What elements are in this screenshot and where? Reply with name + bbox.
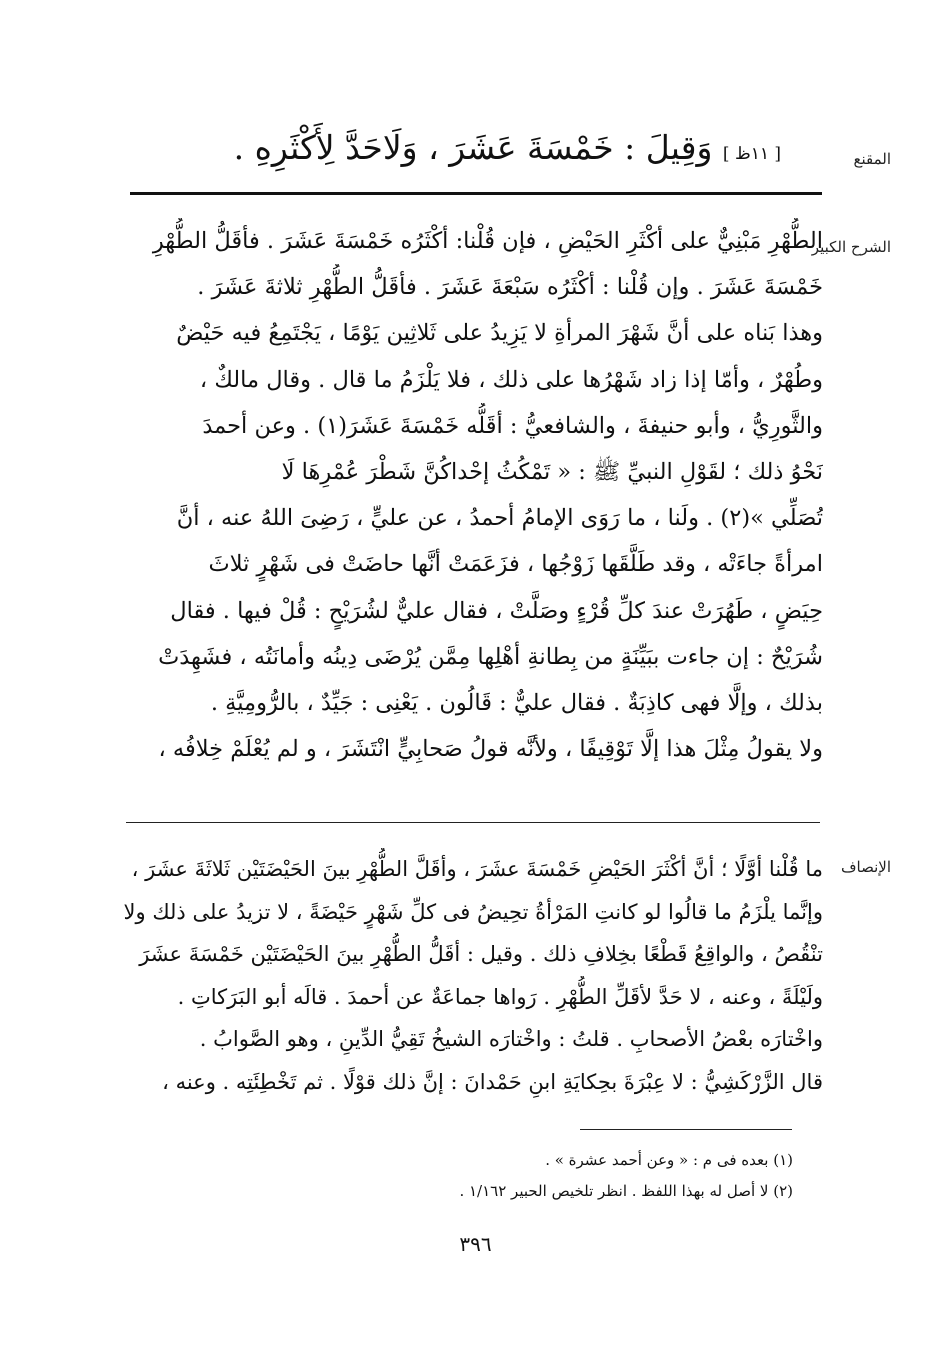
manuscript-ref: [ ١١ظ ] <box>722 144 781 164</box>
insaf-line: قال الزَّرْكَشِيُّ : لا عِبْرَةَ بحِكايَةِ ابنِ حَمْدانَ : إنَّ ذلك قوْلًا . ثم تَخْطِئَتِه . وعنه ، <box>162 1069 823 1094</box>
muqni-label: المقنع <box>853 150 891 168</box>
sharh-line: خَمْسَةَ عَشَرَ . وإن قُلْنا : أكْثَرُه سَبْعَةَ عَشَرَ . فأقَلُّ الطُّهْرِ ثلاثةَ عَشَرَ . <box>197 274 823 301</box>
sharh-line: بذلك ، وإلَّا فهى كاذِبَةٌ . فقال عليٌّ : قَالُون . يَعْنِى : جَيِّدٌ ، بالرُّومِيَّةِ . <box>210 690 823 717</box>
insaf-line: ما قُلْنا أوَّلًا ؛ أنَّ أكْثَرَ الحَيْضِ خَمْسَةَ عشَرَ ، وأقَلَّ الطُّهْرِ بينَ الحَيْضَتَيْن ثَلاثَةَ عشَرَ ، <box>131 857 823 881</box>
sharh-line: والثَّورِيُّ ، وأبو حنيفةَ ، والشافعيُّ : أقَلُّه خَمْسَةَ عَشَرَ(١) . وعن أحمدَ <box>202 412 823 439</box>
insaf-line: واخْتارَه بعْضُ الأصحابِ . قلتُ : واخْتارَه الشيخُ تَقِيُّ الدِّينِ ، وهو الصَّوابُ . <box>199 1027 823 1051</box>
sharh-line: امرأةً جاءَتْه ، وقد طَلَّقَها زَوْجُها ، فزَعَمَتْ أنَّها حاضَتْ فى شَهْرٍ ثلاثَ <box>208 551 823 578</box>
sharh-text-block <box>123 218 823 772</box>
insaf-text-block <box>123 848 823 1103</box>
insaf-line: وإنَّما يلْزَمُ ما قالُوا لو كانتِ المَرْأةُ تحِيضُ فى كلِّ شَهْرٍ حَيْضَةً ، لا تزيدُ على ذلك ولا <box>123 899 823 924</box>
footnote-divider <box>580 1129 792 1130</box>
footnote-2: (٢) لا أصل له بهذا اللفظ . انظر تلخيص الحبير ١/١٦٢ . <box>459 1182 793 1200</box>
sharh-line: ولا يقولُ مِثْلَ هذا إلَّا تَوْقِيفًا ، ولأنَّه قولُ صَحابِيٍّ انْتَشَرَ ، و لم يُعْلَمْ خِلافُه ، <box>158 736 823 763</box>
sharh-line: وطُهْرٌ ، وأمّا إذا زاد شَهْرُها على ذلك ، فلا يَلْزَمُ ما قال . وقال مالكٌ ، <box>199 366 823 393</box>
sharh-line: وهذا بَناه على أنَّ شَهْرَ المرأةِ لا يَزِيدُ على ثَلاثِين يَوْمًا ، يَجْتَمِعُ فيه حَيْضٌ <box>176 320 823 347</box>
footnote-1: (١) بعده فى م : « وعن أحمد عشرة » . <box>545 1151 793 1169</box>
sharh-label: الشرح الكبير <box>811 238 891 256</box>
section-divider-thick <box>130 192 822 195</box>
sharh-line: نَحْوُ ذلك ؛ لقَوْلِ النبيِّ ﷺ : « تَمْكُثُ إحْداكُنَّ شَطْرَ عُمْرِهَا لَا <box>281 459 823 486</box>
sharh-line: شُرَيْحٌ : إن جاءت ببَيِّنَةٍ من بِطانةِ أهْلِها مِمَّن يُرْضَى دِينُه وأمانَتُه ، فشَهِدَتْ <box>158 643 823 670</box>
sharh-line: حِيَضٍ ، طَهُرَتْ عندَ كلِّ قُرْءٍ وصَلَّتْ ، فقال عليٌّ لشُرَيْحٍ : قُلْ فيها . فقال <box>170 597 823 624</box>
muqni-text: وَقِيلَ : خَمْسَةَ عَشَرَ ، وَلَاحَدَّ لِأَكْثَرِهِ . <box>233 128 713 167</box>
sharh-line: تُصَلِّي »(٢) . ولَنا ، ما رَوَى الإمامُ أحمدُ ، عن عليٍّ ، رَضِىَ اللهُ عنه ، أنَّ <box>176 505 823 532</box>
insaf-line: تنْقُصُ ، والواقِعُ قَطْعًا بخِلافِ ذلك . وقيل : أقَلُّ الطُّهْرِ بينَ الحَيْضَتَيْن خَمْسَةَ عشَرَ <box>139 942 823 966</box>
section-divider-thin <box>126 822 820 823</box>
page-number: ٣٩٦ <box>459 1232 492 1256</box>
muqni-text-line <box>91 128 781 167</box>
sharh-line: الطُّهْرِ مَبْنِيٌّ على أكْثَرِ الحَيْضِ ، فإن قُلْنا: أكْثَرُه خَمْسَةَ عَشَرَ . فأقَلُّ الطُّهْرِ <box>152 228 823 254</box>
insaf-label: الإنصاف <box>840 858 891 876</box>
insaf-line: ولَيْلَةً ، وعنه ، لا حَدَّ لأقَلِّ الطُّهْرِ . رَواها جماعَةٌ عن أحمدَ . قالَه أبو البَرَكاتِ . <box>177 984 823 1009</box>
